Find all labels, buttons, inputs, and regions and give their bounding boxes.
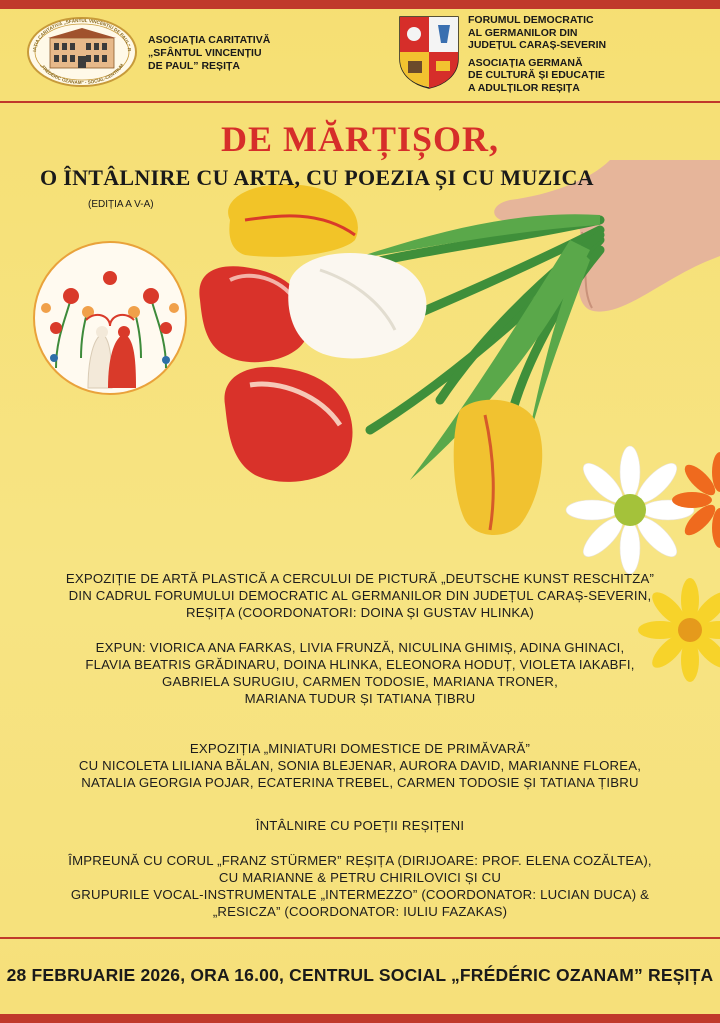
- bottom-band: [0, 1014, 720, 1023]
- org-right-name: FORUMUL DEMOCRATIC AL GERMANILOR DIN JUDEȚUL CARAȘ-SEVERIN ASOCIAȚIA GERMANĂ DE CULTURĂ ȘI EDUCAȚIE A ADULȚILOR REȘIȚA: [468, 14, 607, 94]
- logo-caption-bottom: „FRÉDÉRIC OZANAM” - SOCIAL-CENTRUM: [39, 62, 125, 86]
- building-seal-logo: [26, 16, 138, 88]
- exhibitors-list: EXPUN: VIORICA ANA FARKAS, LIVIA FRUNZĂ, NICULINA GHIMIȘ, ADINA GHINACI, FLAVIA BEATRIS GRĂDINARU, DOINA HLINKA, ELEONORA HODUȚ, VIOLETA IAKABFI, GABRIELA SURUGIU, CARMEN TODOSIE, MARIANA TRONER, MARIANA TUDUR ȘI TATIANA ȚIBRU: [85, 640, 635, 706]
- edition-label: (EDIȚIA A V-A): [88, 199, 154, 210]
- miniatures-exhibition: EXPOZIȚIA „MINIATURI DOMESTICE DE PRIMĂVARĂ” CU NICOLETA LILIANA BĂLAN, SONIA BLEJENAR, AURORA DAVID, MARIANNE FLOREA, NATALIA GEORGIA POJAR, ECATERINA TREBEL, CARMEN TODOSIE ȘI TATIANA ȚIBRU: [78, 741, 642, 790]
- coat-of-arms-crest: [398, 15, 460, 89]
- martisor-emblem: [26, 238, 194, 398]
- event-subtitle: O ÎNTÂLNIRE CU ARTA, CU POEZIA ȘI CU MUZICA: [40, 165, 594, 190]
- org-left-name: ASOCIAȚIA CARITATIVĂ „SFÂNTUL VINCENȚIU DE PAUL” REȘIȚA: [148, 34, 271, 72]
- footer-divider: [0, 937, 720, 939]
- exhibition-description: EXPOZIȚIE DE ARTĂ PLASTICĂ A CERCULUI DE PICTURĂ „DEUTSCHE KUNST RESCHITZA” DIN CADRUL FORUMULUI DEMOCRATIC AL GERMANILOR DIN JUDEȚUL CARAȘ-SEVERIN, REȘIȚA (COORDONATORI: DOINA ȘI GUSTAV HLINKA): [65, 571, 655, 620]
- header-divider: [0, 101, 720, 103]
- event-date-location: 28 FEBRUARIE 2026, ORA 16.00, CENTRUL SOCIAL „FRÉDÉRIC OZANAM” REȘIȚA: [6, 965, 714, 985]
- logo-caption-top: IAȚIA CARITATIVĂ „SFÂNTUL VINCENȚIU DE PAUL” R: [31, 17, 133, 52]
- music-participants: ÎMPREUNĂ CU CORUL „FRANZ STÜRMER” REȘIȚA (DIRIJOARE: PROF. ELENA COZĂLTEA), CU MARIANNE & PETRU CHIRILOVICI ȘI CU GRUPURILE VOCAL-INSTRUMENTALE „INTERMEZZO” (COORDONATOR: LUCIAN DUCA) & „RESICZA” (COORDONATOR: IULIU FAZAKAS): [68, 853, 652, 919]
- event-title: DE MĂRȚIȘOR,: [220, 119, 500, 159]
- poets-meeting: ÎNTÂLNIRE CU POEȚII REȘIȚENI: [255, 818, 465, 833]
- top-band: [0, 0, 720, 9]
